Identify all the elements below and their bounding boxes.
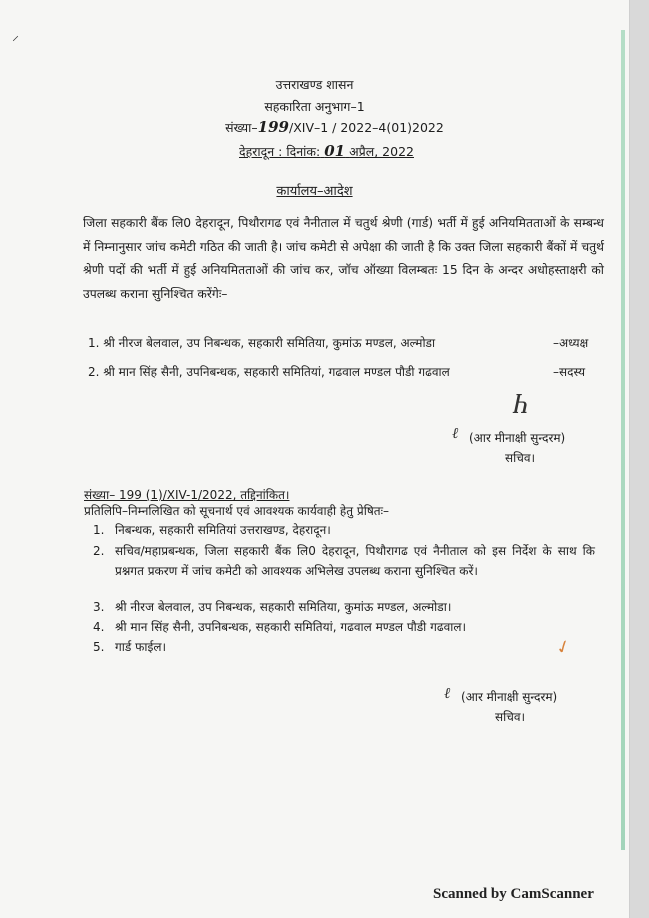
header-dept: उत्तराखण्ड शासन	[275, 77, 354, 92]
reference-number: संख्या–199/XIV–1 / 2022–4(01)2022	[225, 118, 444, 136]
signature-scribble: Ⴙ	[513, 394, 530, 419]
tick-mark: ✓	[552, 635, 575, 660]
signatory-designation: सचिव।	[505, 451, 536, 465]
member-member: 2. श्री मान सिंह सैनी, उपनिबन्धक, सहकारी समितियां, गढवाल मण्डल पौडी गढवाल	[88, 365, 450, 379]
issue-date: देहरादून : दिनांक: 01 अप्रैल, 2022	[239, 142, 414, 160]
signatory-name: (आर मीनाक्षी सुन्दरम)	[461, 690, 558, 704]
signatory-name: (आर मीनाक्षी सुन्दरम)	[469, 431, 566, 445]
copy-item: 3. श्री नीरज बेलवाल, उप निबन्धक, सहकारी समितिया, कुमांऊ मण्डल, अल्मोडा।	[93, 600, 452, 614]
member-chair-role: –अध्यक्ष	[553, 336, 589, 350]
copy-item: 4. श्री मान सिंह सैनी, उपनिबन्धक, सहकारी समितियां, गढवाल मण्डल पौडी गढवाल।	[93, 620, 467, 634]
signatory-designation: सचिव।	[495, 710, 526, 724]
member-member-role: –सदस्य	[553, 365, 586, 379]
copy-item: 5. गार्ड फाईल।	[93, 640, 167, 654]
copy-intro: प्रतिलिपि–निम्नलिखित को सूचनार्थ एवं आवश्यक कार्यवाही हेतु प्रेषितः–	[84, 504, 390, 518]
copy-item: 2. सचिव/महाप्रबन्धक, जिला सहकारी बैंक लि0 देहरादून, पिथौरागढ एवं नैनीताल को इस निर्देश के साथ कि प्रश्नगत प्रकरण में जांच कमेटी को आवश्यक अभिलेख उपलब्ध कराना सुनिश्चित करें।	[93, 544, 595, 578]
copy-item: 1. निबन्धक, सहकारी समितियां उत्तराखण्ड, देहरादून।	[93, 523, 331, 537]
header-section: सहकारिता अनुभाग–1	[264, 99, 365, 114]
copy-reference: संख्या– 199 (1)/XIV-1/2022, तद्दिनांकित।	[84, 488, 290, 502]
order-title: कार्यालय–आदेश	[276, 184, 353, 199]
scanner-watermark: Scanned by CamScanner	[433, 886, 594, 902]
initial-mark: ℓ	[452, 424, 459, 442]
member-chair: 1. श्री नीरज बेलवाल, उप निबन्धक, सहकारी समितिया, कुमांऊ मण्डल, अल्मोडा	[88, 336, 436, 350]
initial-mark: ℓ	[444, 684, 451, 702]
order-paragraph: जिला सहकारी बैंक लि0 देहरादून, पिथौरागढ एवं नैनीताल में चतुर्थ श्रेणी (गार्ड) भर्ती में हुई अनियमितताओं के सम्बन्ध में निम्नानुसार जांच कमेटी गठित की जाती है। जांच कमेटी से अपेक्षा की जाती है कि उक्त जिला सहकारी बैंकों में चतुर्थ श्रेणी पदों की भर्ती में हुई अनियमितताओं की जांच कर, जॉच ऑख्या विलम्बतः 15 दिन के अन्दर अधोहस्ताक्षरी को उपलब्ध कराना सुनिश्चित करेंगेः–	[83, 216, 604, 301]
scan-mark: ⸝	[12, 28, 19, 44]
